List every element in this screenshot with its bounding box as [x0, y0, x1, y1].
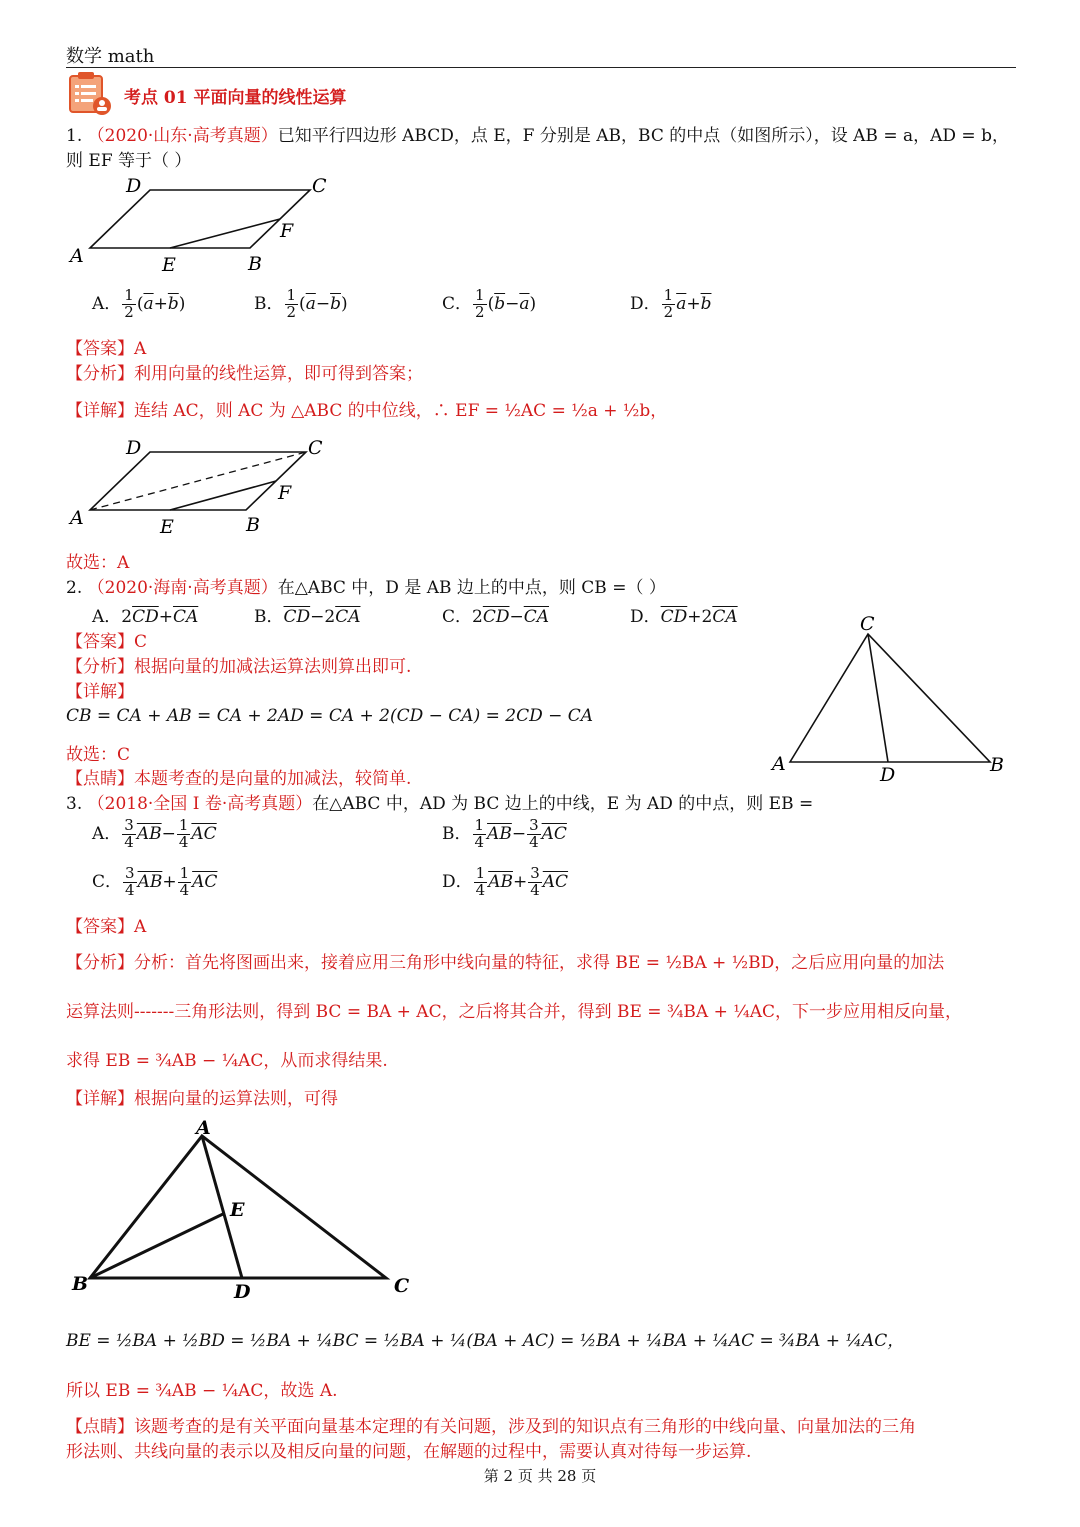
- fig2-label-e: E: [160, 516, 174, 538]
- q3-stem-line: [66, 789, 813, 814]
- q1-figure-parallelogram-diagonal: [66, 432, 346, 540]
- q2-option-d[interactable]: D．$\overline{CD}+2\overline{CA}$: [630, 607, 738, 627]
- q1-option-c[interactable]: C． $\frac{1}{2}$ $(\overline{b}-\overline{a})$: [442, 286, 537, 321]
- fig2-label-c: C: [308, 437, 323, 459]
- q1-source: （2020·山东·高考真题）: [87, 126, 278, 146]
- q3-option-b[interactable]: B． $\frac{1}{4}$ $\overline{AB}-$ $\frac{3}{4}$ $\overline{AC}$: [442, 816, 567, 851]
- fig1-label-a: A: [70, 245, 84, 267]
- q3-stem: 在△ABC 中，AD 为 BC 边上的中线，E 为 AD 的中点，则 EB =: [312, 794, 814, 814]
- q3-conclusion: 所以 EB = ¾AB − ¼AC，故选 A.: [66, 1381, 338, 1401]
- q1-analysis: 【分析】利用向量的线性运算，即可得到答案；: [66, 364, 423, 384]
- q3-option-c[interactable]: C． $\frac{3}{4}$ $\overline{AB}+$ $\frac{1}{4}$ $\overline{AC}$: [92, 864, 218, 899]
- fig4-label-d: D: [234, 1281, 251, 1303]
- q3-option-a[interactable]: A． $\frac{3}{4}$ $\overline{AB}-$ $\frac{1}{4}$ $\overline{AC}$: [92, 816, 217, 851]
- q2-option-c[interactable]: C．$2\overline{CD}-\overline{CA}$: [442, 607, 550, 627]
- q3-comment-line2: 形法则、共线向量的表示以及相反向量的问题，在解题的过程中，需要认真对待每一步运算.: [66, 1442, 752, 1462]
- fig3-label-d: D: [880, 764, 896, 786]
- fig4-label-e: E: [230, 1199, 245, 1221]
- section-title: 考点 01 平面向量的线性运算: [124, 88, 347, 108]
- q3-detail: 【详解】根据向量的运算法则，可得: [66, 1089, 338, 1109]
- q2-number: 2.: [66, 578, 83, 598]
- fig1-label-d: D: [126, 175, 142, 197]
- q2-stem-line: [66, 573, 666, 598]
- q2-analysis: 【分析】根据向量的加减法运算法则算出即可.: [66, 657, 412, 677]
- q3-analysis-line1: 【分析】分析：首先将图画出来，接着应用三角形中线向量的特征，求得 BE = ½BA + ½BD，之后应用向量的加法: [66, 953, 945, 973]
- q3-answer: 【答案】A: [66, 917, 147, 937]
- q3-equation: BE = ½BA + ½BD = ½BA + ¼BC = ½BA + ¼(BA + AC) = ½BA + ¼BA + ¼AC = ¾BA + ¼AC，: [66, 1331, 905, 1351]
- q1-stem-line1: [66, 121, 1009, 146]
- clipboard-icon: [66, 70, 114, 116]
- q1-option-d[interactable]: D． $\frac{1}{2}$ $\overline{a}+\overline{b}$: [630, 286, 712, 321]
- q3-number: 3.: [66, 794, 83, 814]
- q3-comment-line1: 【点睛】该题考查的是有关平面向量基本定理的有关问题，涉及到的知识点有三角形的中线向量、向量加法的三角: [66, 1417, 916, 1437]
- fig3-label-b: B: [990, 754, 1004, 776]
- q1-number: 1.: [66, 126, 83, 146]
- q1-option-b[interactable]: B． $\frac{1}{2}$ $(\overline{a}-\overline{b})$: [254, 286, 348, 321]
- fig3-label-a: A: [772, 753, 786, 775]
- fig4-label-a: A: [196, 1117, 211, 1139]
- fig3-label-c: C: [860, 613, 875, 635]
- q1-option-a[interactable]: A． $\frac{1}{2}$ $(\overline{a}+\overline{b})$: [92, 286, 186, 321]
- fig2-label-f: F: [278, 482, 292, 504]
- fig2-label-d: D: [126, 437, 142, 459]
- q3-source: （2018·全国 I 卷·高考真题）: [87, 794, 313, 814]
- q2-source: （2020·海南·高考真题）: [87, 578, 278, 598]
- q2-comment: 【点睛】本题考查的是向量的加减法，较简单.: [66, 769, 412, 789]
- q2-figure-triangle: [768, 612, 1018, 787]
- q2-option-b[interactable]: B．$\overline{CD}-2\overline{CA}$: [254, 607, 361, 627]
- fig4-label-c: C: [394, 1275, 410, 1297]
- q2-option-a[interactable]: A．$2\overline{CD}+\overline{CA}$: [92, 607, 199, 627]
- q1-choice: 故选：A: [66, 553, 130, 573]
- q3-option-d[interactable]: D． $\frac{1}{4}$ $\overline{AB}+$ $\frac{3}{4}$ $\overline{AC}$: [442, 864, 569, 899]
- q1-figure-parallelogram: [66, 172, 346, 277]
- q2-detail-head: 【详解】: [66, 682, 134, 702]
- fig1-label-e: E: [162, 254, 176, 276]
- q1-detail: 【详解】连结 AC，则 AC 为 △ABC 的中位线，∴ EF = ½AC = ½a + ½b，: [66, 401, 668, 421]
- q2-choice: 故选：C: [66, 745, 131, 765]
- q2-answer: 【答案】C: [66, 632, 148, 652]
- fig2-label-b: B: [246, 514, 260, 536]
- page-header: 数学 math: [66, 46, 155, 67]
- fig1-label-b: B: [248, 253, 262, 275]
- q1-stem1: 已知平行四边形 ABCD，点 E，F 分别是 AB，BC 的中点（如图所示），设 AB = a，AD = b，: [277, 126, 1009, 146]
- q2-detail-equation: CB = CA + AB = CA + 2AD = CA + 2(CD − CA) = 2CD − CA: [66, 706, 594, 726]
- page-footer: 第 2 页 共 28 页: [483, 1467, 597, 1485]
- fig4-label-b: B: [72, 1273, 89, 1295]
- fig1-label-c: C: [312, 175, 327, 197]
- q3-analysis-line2: 运算法则-------三角形法则，得到 BC = BA + AC，之后将其合并，得到 BE = ¾BA + ¼AC，下一步应用相反向量，: [66, 1002, 963, 1022]
- fig1-label-f: F: [280, 220, 294, 242]
- q2-stem: 在△ABC 中，D 是 AB 边上的中点，则 CB =（ ）: [277, 578, 666, 598]
- q1-answer: 【答案】A: [66, 339, 147, 359]
- header-divider: [66, 67, 1016, 68]
- q3-analysis-line3: 求得 EB = ¾AB − ¼AC，从而求得结果.: [66, 1051, 388, 1071]
- q1-stem-line2: 则 EF 等于（ ）: [66, 151, 192, 171]
- fig2-label-a: A: [70, 507, 84, 529]
- q3-figure-triangle: [66, 1114, 426, 1306]
